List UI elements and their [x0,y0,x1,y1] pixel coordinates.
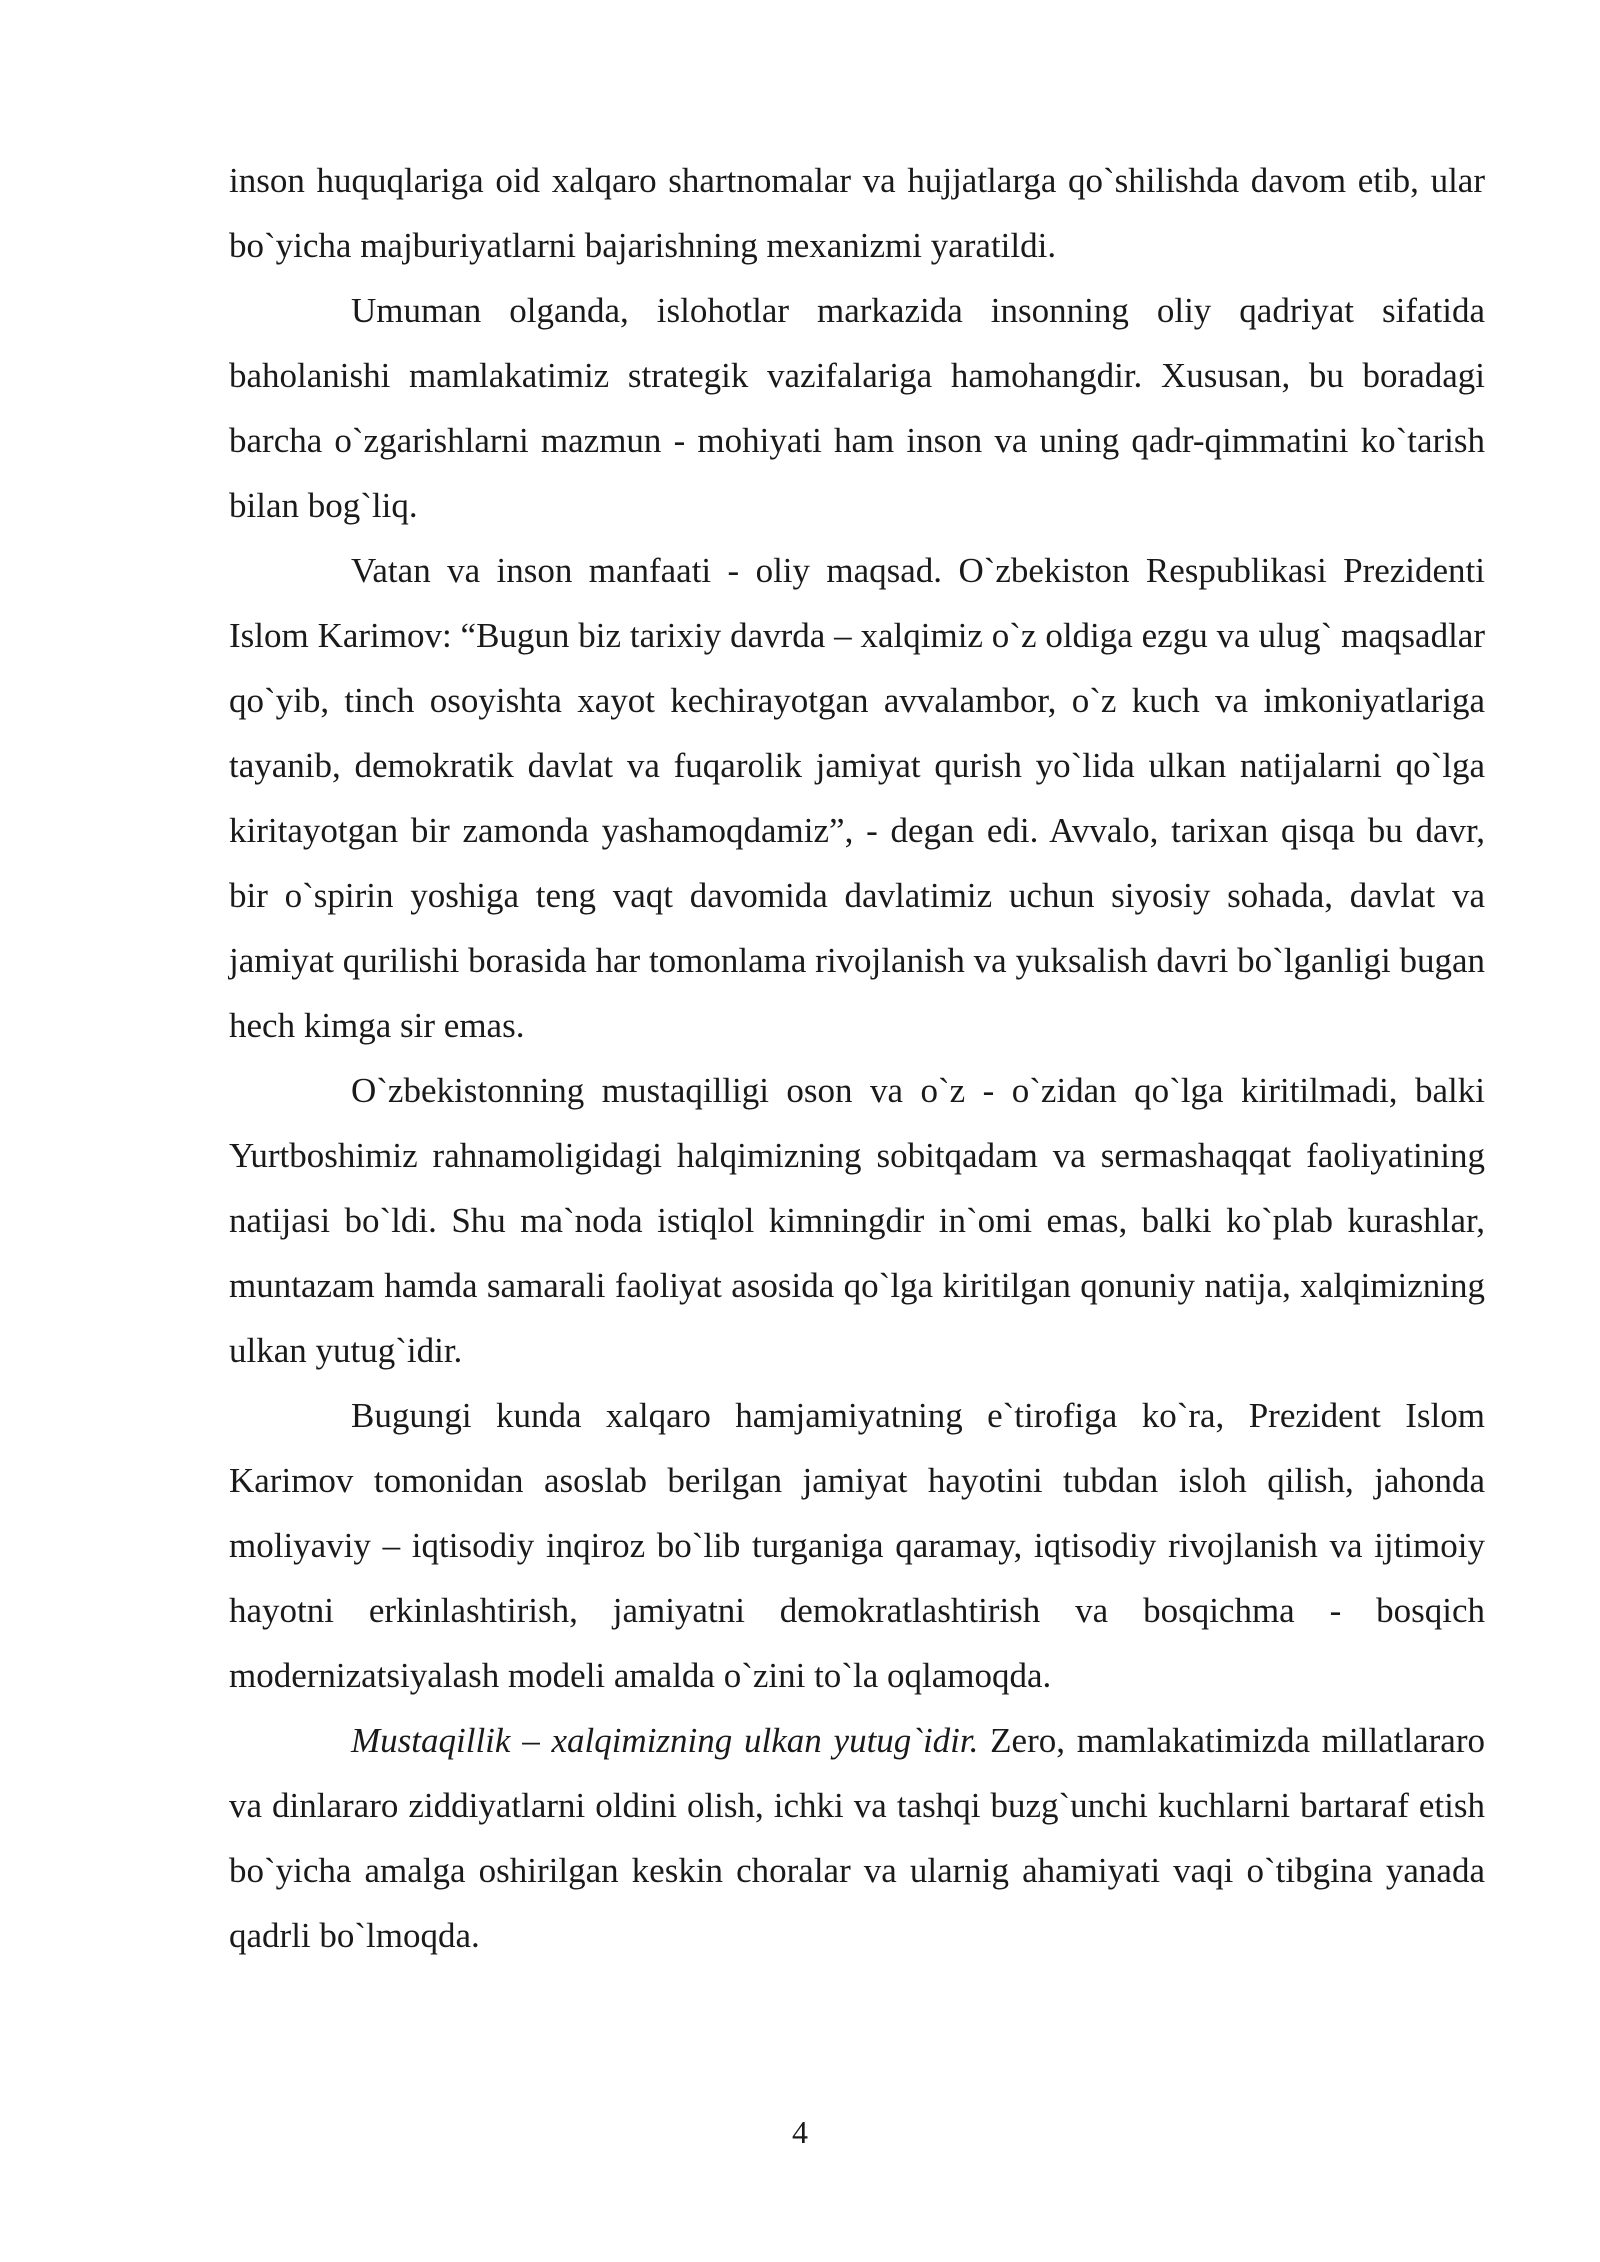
paragraph-2: Umuman olganda, islohotlar markazida insonning oliy qadriyat sifatida baholanishi mamlakatimiz strategik vazifalariga hamohangdir. Xususan, bu boradagi barcha o`zgarishlarni mazmun - mohiyati ham inson va uning qadr-qimmatini ko`tarish bilan bog`liq. [229,291,1485,525]
paragraph-6-text: Zero, mamlakatimizda millatlararo va dinlararo ziddiyatlarni oldini olish, ichki va tashqi buzg`unchi kuchlarni bartaraf etish bo`yicha amalga oshirilgan keskin choralar va ularnig ahamiyati vaqi o`tibgina yanada qadrli bo`lmoqda. [229,1721,1485,1955]
italic-lead: Mustaqillik – xalqimizning ulkan yutug`idir. [351,1721,979,1760]
paragraph-3: Vatan va inson manfaati - oliy maqsad. O`zbekiston Respublikasi Prezidenti Islom Karimov: “Bugun biz tarixiy davrda – xalqimiz o`z oldiga ezgu va ulug` maqsadlar qo`yib, tinch osoyishta xayot kechirayotgan avvalambor, o`z kuch va imkoniyatlariga tayanib, demokratik davlat va fuqarolik jamiyat qurish yo`lida ulkan natijalarni qo`lga kiritayotgan bir zamonda yashamoqdamiz”, - degan edi. Avvalo, tarixan qisqa bu davr, bir o`spirin yoshiga teng vaqt davomida davlatimiz uchun siyosiy sohada, davlat va jamiyat qurilishi borasida har tomonlama rivojlanish va yuksalish davri bo`lganligi bugan hech kimga sir emas. [229,551,1485,1045]
paragraph-4: O`zbekistonning mustaqilligi oson va o`z - o`zidan qo`lga kiritilmadi, balki Yurtboshimiz rahnamoligidagi halqimizning sobitqadam va sermashaqqat faoliyatining natijasi bo`ldi. Shu ma`noda istiqlol kimningdir in`omi emas, balki ko`plab kurashlar, muntazam hamda samarali faoliyat asosida qo`lga kiritilgan qonuniy natija, xalqimizning ulkan yutug`idir. [229,1071,1485,1370]
paragraph-5: Bugungi kunda xalqaro hamjamiyatning e`tirofiga ko`ra, Prezident Islom Karimov tomonidan asoslab berilgan jamiyat hayotini tubdan isloh qilish, jahonda moliyaviy – iqtisodiy inqiroz bo`lib turganiga qaramay, iqtisodiy rivojlanish va ijtimoiy hayotni erkinlashtirish, jamiyatni demokratlashtirish va bosqichma - bosqich modernizatsiyalash modeli amalda o`zini to`la oqlamoqda. [229,1396,1485,1695]
paragraph-6 [229,1708,1485,1968]
body-text [229,148,1485,1968]
paragraph-1: inson huquqlariga oid xalqaro shartnomalar va hujjatlarga qo`shilishda davom etib, ular bo`yicha majburiyatlarni bajarishning mexanizmi yaratildi. [229,161,1485,265]
page-number: 4 [792,2114,808,2150]
